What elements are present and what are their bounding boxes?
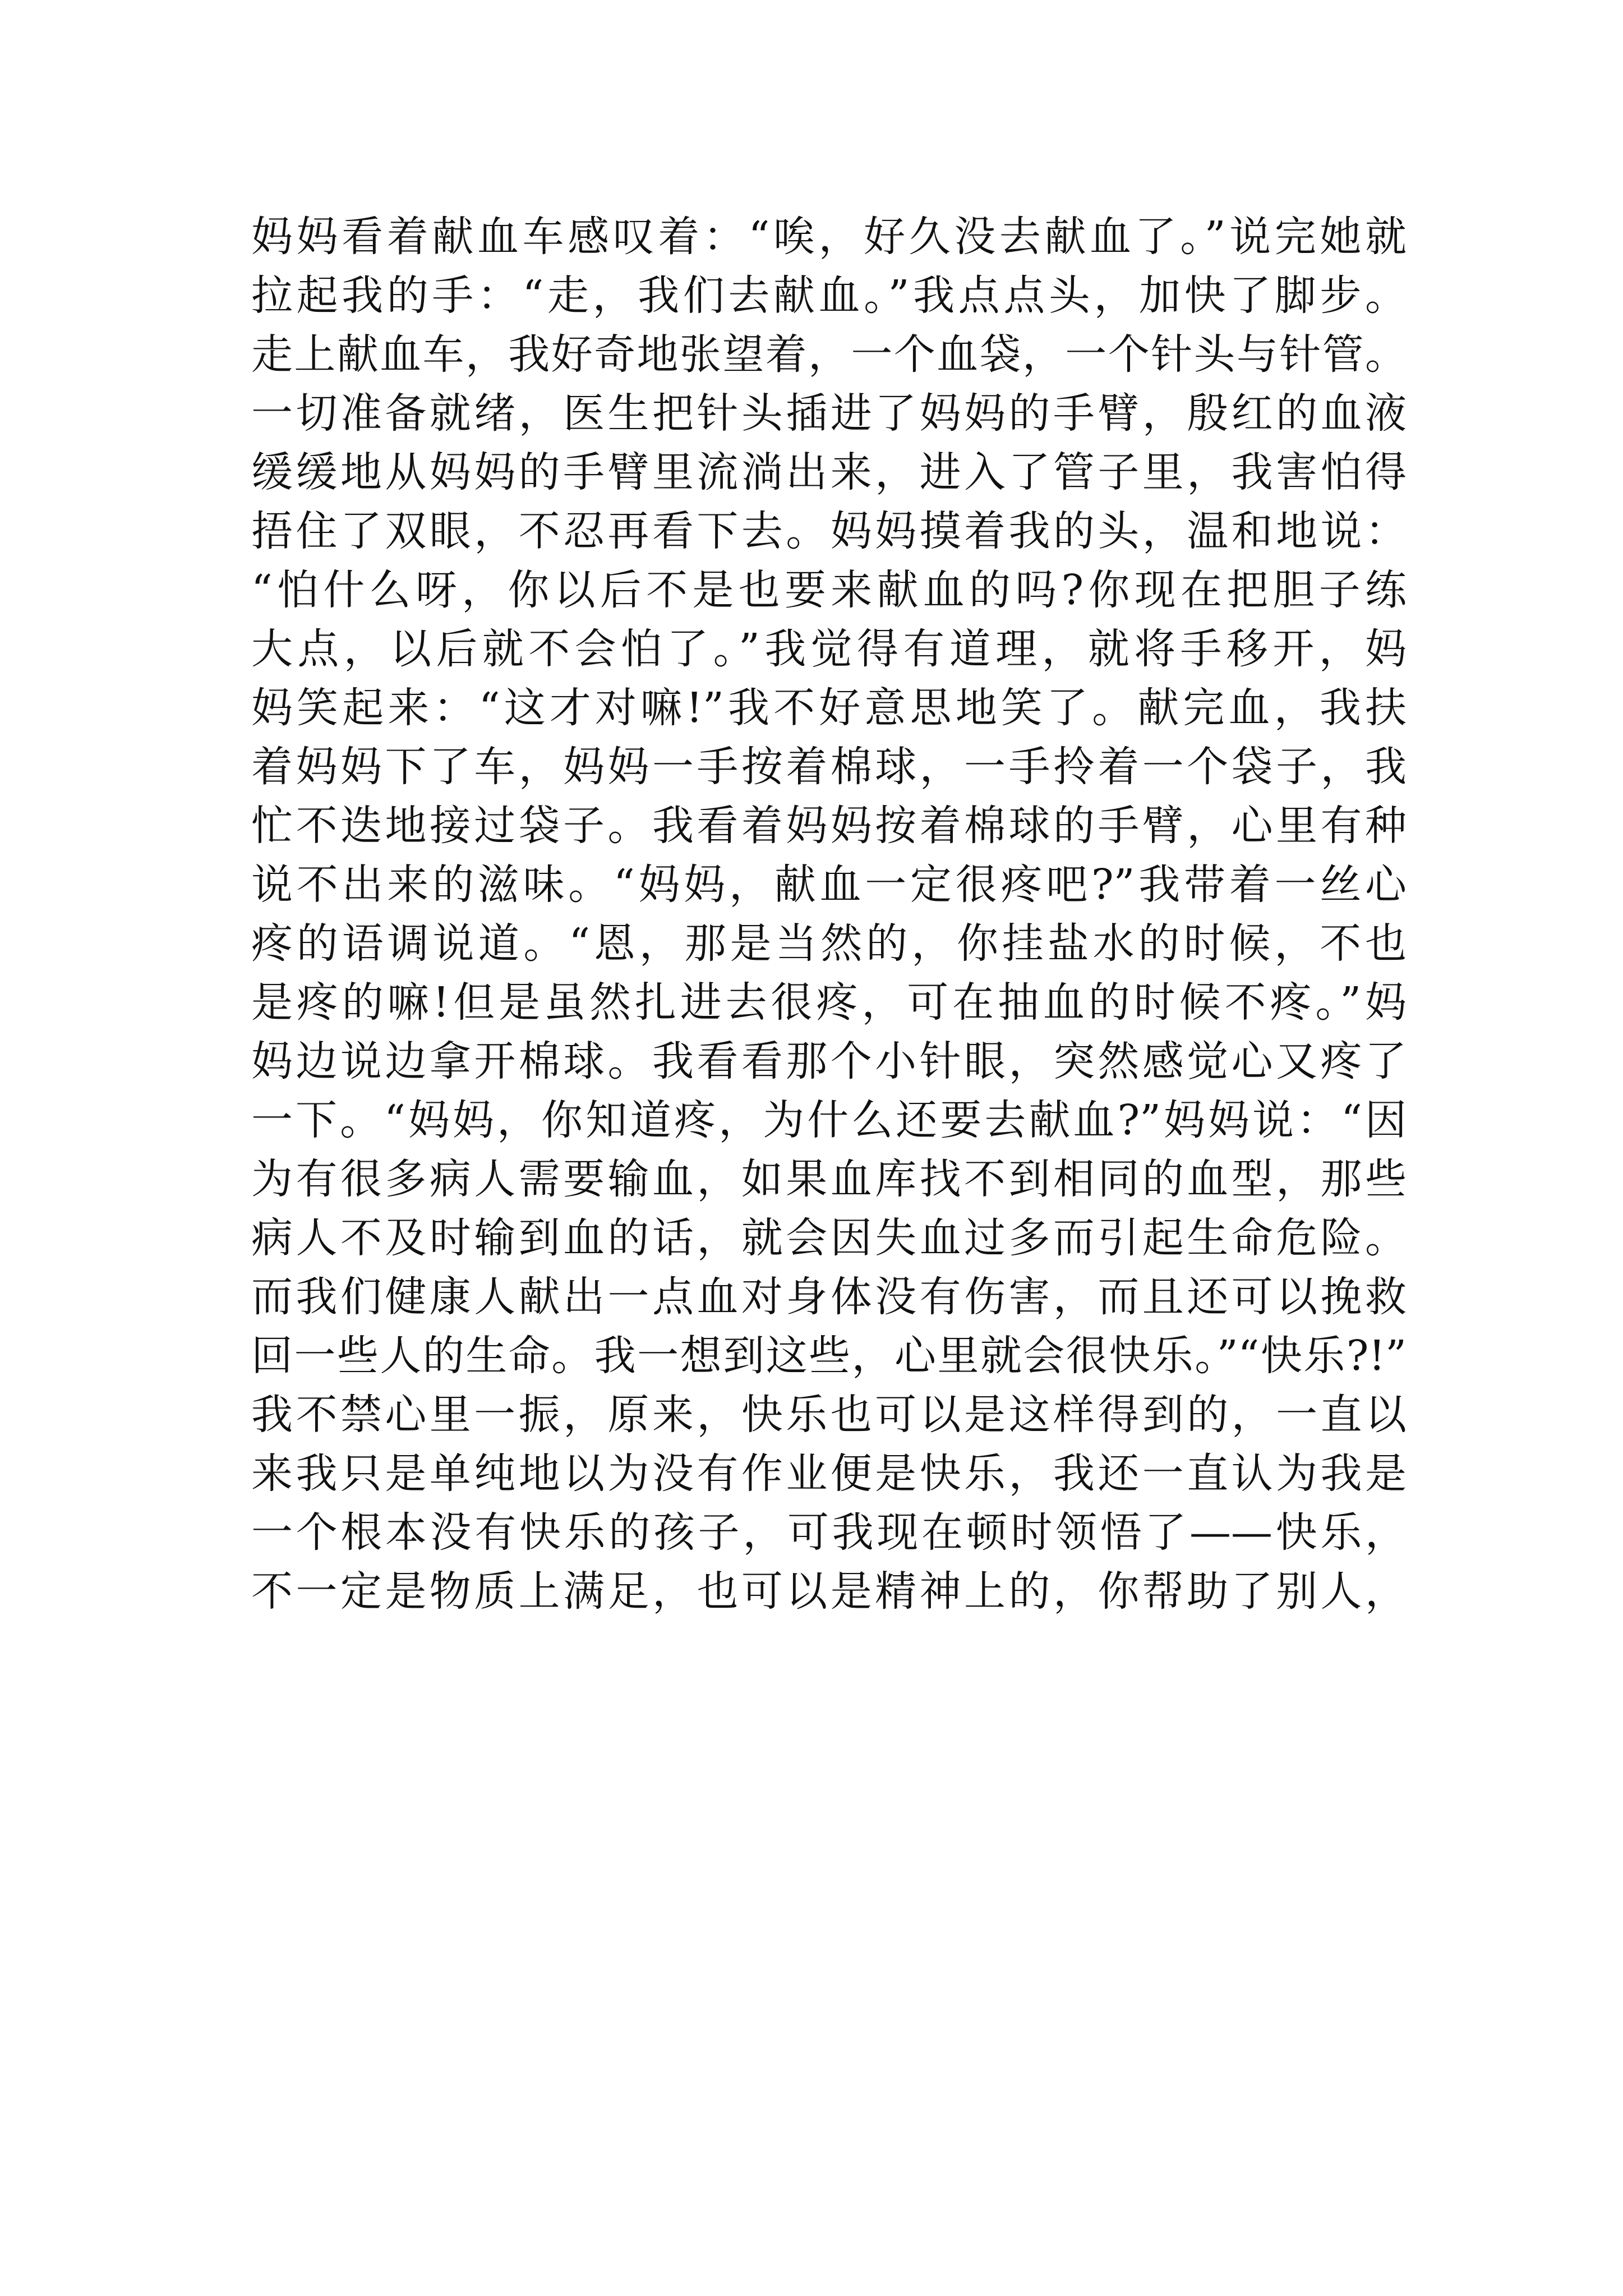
text-line: 我不禁心里一振，原来，快乐也可以是这样得到的，一直以	[251, 1391, 1407, 1439]
text-line: 病人不及时输到血的话，就会因失血过多而引起生命危险。	[251, 1214, 1407, 1262]
text-line: 妈妈看着献血车感叹着：“唉，好久没去献血了。”说完她就	[251, 213, 1407, 261]
text-line: “怕什么呀，你以后不是也要来献血的吗?你现在把胆子练	[251, 566, 1407, 614]
text-line: 不一定是物质上满足，也可以是精神上的，你帮助了别人，	[251, 1567, 1407, 1616]
text-line: 忙不迭地接过袋子。我看着妈妈按着棉球的手臂，心里有种	[251, 802, 1407, 850]
text-line: 是疼的嘛!但是虽然扎进去很疼，可在抽血的时候不疼。”妈	[251, 978, 1407, 1027]
text-line: 妈笑起来：“这才对嘛!”我不好意思地笑了。献完血，我扶	[251, 684, 1407, 732]
body-text	[251, 208, 1407, 1621]
text-line: 一切准备就绪，医生把针头插进了妈妈的手臂，殷红的血液	[251, 389, 1407, 438]
text-line: 为有很多病人需要输血，如果血库找不到相同的血型，那些	[251, 1155, 1407, 1203]
text-line: 走上献血车，我好奇地张望着，一个血袋，一个针头与针管。	[251, 330, 1407, 379]
text-line: 一下。“妈妈，你知道疼，为什么还要去献血?”妈妈说：“因	[251, 1096, 1407, 1144]
text-line: 一个根本没有快乐的孩子，可我现在顿时领悟了——快乐，	[251, 1508, 1407, 1557]
text-line: 回一些人的生命。我一想到这些，心里就会很快乐。”“快乐?!”	[251, 1332, 1407, 1380]
text-line: 说不出来的滋味。“妈妈，献血一定很疼吧?”我带着一丝心	[251, 861, 1407, 909]
text-line: 疼的语调说道。“恩，那是当然的，你挂盐水的时候，不也	[251, 919, 1407, 968]
text-line: 大点，以后就不会怕了。”我觉得有道理，就将手移开，妈	[251, 625, 1407, 673]
text-line: 而我们健康人献出一点血对身体没有伤害，而且还可以挽救	[251, 1273, 1407, 1321]
text-line: 妈边说边拿开棉球。我看看那个小针眼，突然感觉心又疼了	[251, 1037, 1407, 1085]
text-line: 着妈妈下了车，妈妈一手按着棉球，一手拎着一个袋子，我	[251, 743, 1407, 791]
text-line: 拉起我的手：“走，我们去献血。”我点点头，加快了脚步。	[251, 272, 1407, 320]
text-line: 来我只是单纯地以为没有作业便是快乐，我还一直认为我是	[251, 1450, 1407, 1498]
text-line: 缓缓地从妈妈的手臂里流淌出来，进入了管子里，我害怕得	[251, 448, 1407, 496]
text-line: 捂住了双眼，不忍再看下去。妈妈摸着我的头，温和地说：	[251, 507, 1407, 555]
